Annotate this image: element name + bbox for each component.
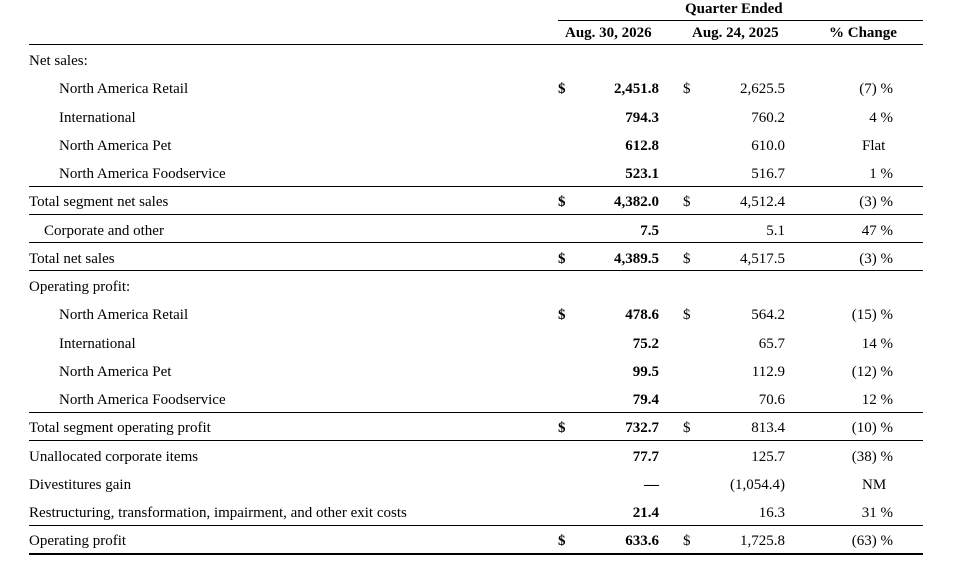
- header-col-prior: Aug. 24, 2025: [692, 25, 779, 41]
- current-value: 794.3: [625, 110, 659, 126]
- percent-change: (3) %: [859, 251, 893, 267]
- prior-value: (1,054.4): [730, 477, 785, 493]
- percent-change: (3) %: [859, 194, 893, 210]
- table-row: [0, 47, 957, 75]
- percent-change: 14 %: [861, 336, 893, 352]
- percent-change: 31 %: [861, 505, 893, 521]
- header-col-change: % Change: [829, 25, 897, 41]
- current-value: —: [644, 477, 659, 493]
- table-row: [0, 471, 957, 499]
- percent-change: Flat: [862, 138, 886, 154]
- percent-change: (63) %: [851, 533, 893, 549]
- row-label: Restructuring, transformation, impairment, and other exit costs: [29, 505, 407, 521]
- current-value: 79.4: [632, 392, 659, 408]
- percent-change: (10) %: [851, 420, 893, 436]
- currency-symbol: $: [558, 251, 566, 267]
- row-divider: [29, 440, 923, 441]
- currency-symbol: $: [558, 194, 566, 210]
- currency-symbol: $: [683, 194, 691, 210]
- row-label: North America Retail: [59, 81, 189, 97]
- currency-symbol: $: [558, 420, 566, 436]
- prior-value: 65.7: [758, 336, 785, 352]
- table-row: [0, 386, 957, 414]
- header-col-current: Aug. 30, 2026: [565, 25, 652, 41]
- row-label: North America Foodservice: [59, 166, 226, 182]
- current-value: 7.5: [640, 223, 659, 239]
- current-value: 2,451.8: [614, 81, 659, 97]
- table-row: [0, 160, 957, 188]
- prior-value: 1,725.8: [740, 533, 785, 549]
- percent-change: (15) %: [851, 307, 893, 323]
- current-value: 633.6: [625, 533, 659, 549]
- row-divider: [29, 270, 923, 271]
- row-label: North America Pet: [59, 364, 172, 380]
- percent-change: (12) %: [851, 364, 893, 380]
- table-row: [0, 75, 957, 103]
- prior-value: 813.4: [751, 420, 785, 436]
- row-label: Unallocated corporate items: [29, 449, 199, 465]
- currency-symbol: $: [683, 81, 691, 97]
- table-row: [0, 245, 957, 273]
- row-label: Net sales:: [29, 53, 88, 69]
- currency-symbol: $: [683, 533, 691, 549]
- row-label: Divestitures gain: [29, 477, 132, 493]
- percent-change: (38) %: [851, 449, 893, 465]
- prior-value: 70.6: [758, 392, 785, 408]
- row-label: Total segment net sales: [29, 194, 169, 210]
- table-row: [0, 499, 957, 527]
- percent-change: 4 %: [869, 110, 893, 126]
- table-row: [0, 330, 957, 358]
- current-value: 732.7: [625, 420, 659, 436]
- table-row: [0, 273, 957, 301]
- row-label: North America Foodservice: [59, 392, 226, 408]
- current-value: 21.4: [632, 505, 659, 521]
- row-label: Total net sales: [29, 251, 115, 267]
- current-value: 75.2: [632, 336, 659, 352]
- prior-value: 125.7: [751, 449, 785, 465]
- header-group-rule: [558, 20, 923, 21]
- percent-change: NM: [862, 477, 887, 493]
- prior-value: 2,625.5: [740, 81, 785, 97]
- prior-value: 16.3: [758, 505, 785, 521]
- percent-change: 47 %: [861, 223, 893, 239]
- prior-value: 564.2: [751, 307, 785, 323]
- current-value: 4,382.0: [614, 194, 659, 210]
- table-row: [0, 414, 957, 442]
- currency-symbol: $: [558, 81, 566, 97]
- prior-value: 760.2: [751, 110, 785, 126]
- currency-symbol: $: [683, 307, 691, 323]
- row-label: Total segment operating profit: [29, 420, 211, 436]
- currency-symbol: $: [558, 533, 566, 549]
- header-col2-rule: [683, 44, 795, 45]
- current-value: 523.1: [625, 166, 659, 182]
- row-label: Operating profit:: [29, 279, 131, 295]
- row-label: Corporate and other: [44, 223, 164, 239]
- prior-value: 4,512.4: [740, 194, 785, 210]
- prior-value: 516.7: [751, 166, 785, 182]
- table-row: [0, 132, 957, 160]
- header-col1-rule: [558, 44, 666, 45]
- prior-value: 5.1: [766, 223, 785, 239]
- currency-symbol: $: [683, 420, 691, 436]
- row-label: International: [59, 110, 136, 126]
- table-row: [0, 217, 957, 245]
- table-row: [0, 188, 957, 216]
- table-bottom-rule: [29, 553, 923, 555]
- header-quarter-ended: Quarter Ended: [685, 1, 783, 17]
- percent-change: (7) %: [859, 81, 893, 97]
- table-row: [0, 358, 957, 386]
- row-divider: [29, 214, 923, 215]
- row-label: North America Pet: [59, 138, 172, 154]
- table-row: [0, 443, 957, 471]
- current-value: 99.5: [632, 364, 659, 380]
- table-row: [0, 104, 957, 132]
- currency-symbol: $: [558, 307, 566, 323]
- prior-value: 112.9: [751, 364, 785, 380]
- prior-value: 4,517.5: [740, 251, 785, 267]
- row-divider: [29, 525, 923, 526]
- row-label: North America Retail: [59, 307, 189, 323]
- current-value: 4,389.5: [614, 251, 659, 267]
- row-label: Operating profit: [29, 533, 127, 549]
- percent-change: 12 %: [861, 392, 893, 408]
- current-value: 612.8: [625, 138, 659, 154]
- prior-value: 610.0: [751, 138, 785, 154]
- current-value: 478.6: [625, 307, 659, 323]
- row-divider: [29, 242, 923, 243]
- header-col3-rule: [811, 44, 923, 45]
- row-label: International: [59, 336, 136, 352]
- percent-change: 1 %: [869, 166, 893, 182]
- row-divider: [29, 412, 923, 413]
- currency-symbol: $: [683, 251, 691, 267]
- current-value: 77.7: [632, 449, 659, 465]
- table-row: [0, 301, 957, 329]
- table-row: [0, 527, 957, 555]
- row-divider: [29, 186, 923, 187]
